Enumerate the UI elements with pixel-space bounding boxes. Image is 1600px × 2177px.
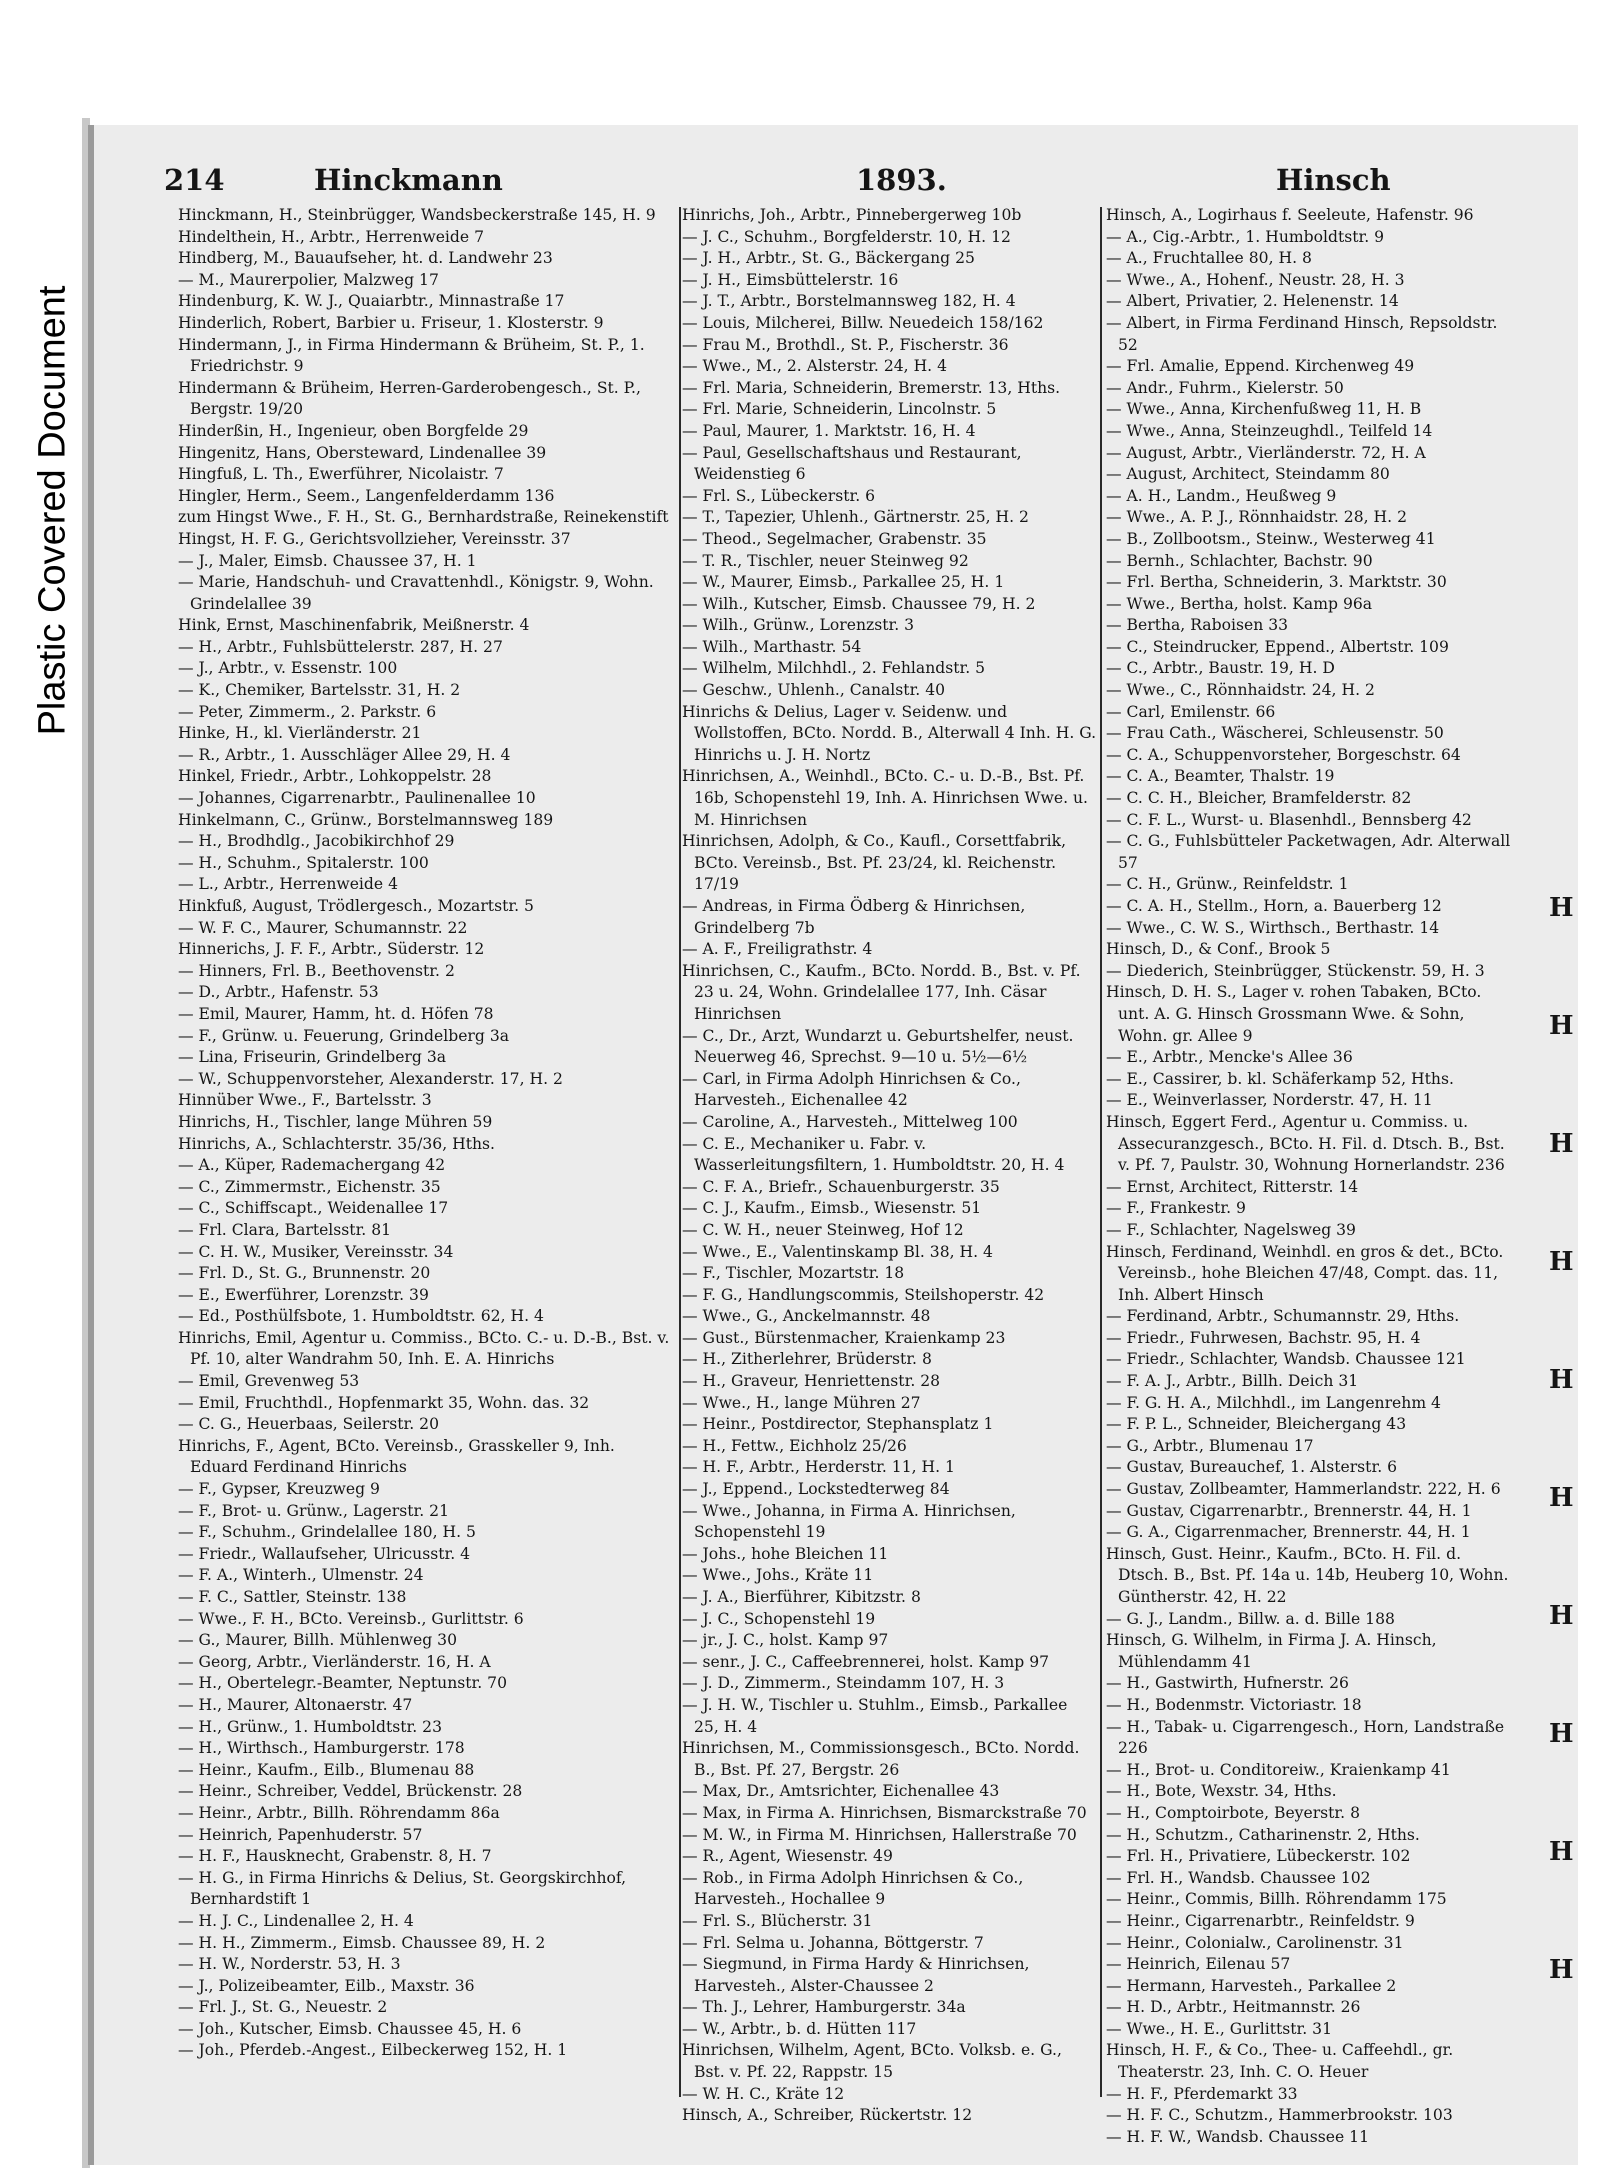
- directory-entry: — Wwe., C. W. S., Wirthsch., Berthastr. 14: [1106, 918, 1440, 937]
- directory-entry: — Paul, Maurer, 1. Marktstr. 16, H. 4: [682, 421, 976, 440]
- directory-entry: Hinrichs & Delius, Lager v. Seidenw. und Wollstoffen, BCto. Nordd. B., Alterwall 4 Inh. H. G. Hinrichs u. J. H. Nortz: [682, 702, 1097, 764]
- directory-entry: — K., Chemiker, Bartelsstr. 31, H. 2: [178, 681, 461, 700]
- directory-entry: — H., Tabak- u. Cigarrengesch., Horn, Landstraße 226: [1106, 1717, 1505, 1758]
- directory-entry: — A., Küper, Rademachergang 42: [178, 1156, 446, 1175]
- directory-entry: Hinrichsen, C., Kaufm., BCto. Nordd. B., Bst. v. Pf. 23 u. 24, Wohn. Grindelallee 177, Inh. Cäsar Hinrichsen: [682, 961, 1081, 1023]
- directory-entry: — Frl. Selma u. Johanna, Böttgerstr. 7: [682, 1933, 984, 1952]
- directory-entry: — H. D., Arbtr., Heitmannstr. 26: [1106, 1998, 1361, 2017]
- directory-entry: — L., Arbtr., Herrenweide 4: [178, 875, 399, 894]
- directory-entry: — H., Schuhm., Spitalerstr. 100: [178, 853, 429, 872]
- page-year: 1893.: [856, 163, 947, 197]
- directory-entry: Hindenburg, K. W. J., Quaiarbtr., Minnastraße 17: [178, 292, 565, 311]
- directory-entry: Hinkfuß, August, Trödlergesch., Mozartstr. 5: [178, 897, 534, 915]
- directory-entry: — H., Bote, Wexstr. 34, Hths.: [1106, 1782, 1337, 1801]
- directory-entry: zum Hingst Wwe., F. H., St. G., Bernhardstraße, Reinekenstift: [178, 508, 669, 527]
- directory-entry: — J. H., Arbtr., St. G., Bäckergang 25: [682, 249, 975, 268]
- directory-entry: — Gustav, Bureauchef, 1. Alsterstr. 6: [1106, 1458, 1398, 1477]
- directory-entry: — H., Arbtr., Fuhlsbüttelerstr. 287, H. 27: [178, 637, 503, 656]
- directory-entry: — H., Bodenmstr. Victoriastr. 18: [1106, 1695, 1362, 1714]
- directory-entry: — C. F. A., Briefr., Schauenburgerstr. 35: [682, 1177, 1000, 1196]
- directory-entry: — Albert, Privatier, 2. Helenenstr. 14: [1106, 292, 1399, 311]
- directory-entry: — A., Fruchtallee 80, H. 8: [1106, 249, 1312, 268]
- directory-entry: — H., Zitherlehrer, Brüderstr. 8: [682, 1350, 932, 1369]
- directory-entry: — Heinr., Postdirector, Stephansplatz 1: [682, 1415, 994, 1434]
- directory-entry: — J. H. W., Tischler u. Stuhlm., Eimsb., Parkallee 25, H. 4: [682, 1695, 1068, 1736]
- directory-entry: — Wwe., Anna, Kirchenfußweg 11, H. B: [1106, 400, 1422, 419]
- directory-entry: — August, Architect, Steindamm 80: [1106, 465, 1390, 484]
- directory-entry: — F., Frankestr. 9: [1106, 1199, 1246, 1218]
- directory-entry: Hinsch, Ferdinand, Weinhdl. en gros & det., BCto. Vereinsb., hohe Bleichen 47/48, Compt. das. 11, Inh. Albert Hinsch: [1106, 1242, 1504, 1304]
- directory-entry: — M., Maurerpolier, Malzweg 17: [178, 270, 439, 289]
- directory-entry: — Wilh., Kutscher, Eimsb. Chaussee 79, H. 2: [682, 594, 1036, 613]
- directory-entry: — Wwe., F. H., BCto. Vereinsb., Gurlittstr. 6: [178, 1609, 524, 1628]
- directory-entry: — F., Brot- u. Grünw., Lagerstr. 21: [178, 1501, 450, 1520]
- directory-entry: Hinrichs, Emil, Agentur u. Commiss., BCto. C.- u. D.-B., Bst. v. Pf. 10, alter Wandrahm 50, Inh. E. A. Hinrichs: [178, 1328, 670, 1369]
- directory-entry: — Frl. Bertha, Schneiderin, 3. Marktstr. 30: [1106, 573, 1447, 592]
- directory-entry: Hinsch, Gust. Heinr., Kaufm., BCto. H. Fil. d. Dtsch. B., Bst. Pf. 14a u. 14b, Heuberg 10, Wohn. Güntherstr. 42, H. 22: [1106, 1544, 1509, 1606]
- directory-column-3: [1106, 205, 1516, 2148]
- directory-entry: — W., Arbtr., b. d. Hütten 117: [682, 2019, 917, 2038]
- directory-entry: — J. H., Eimsbüttelerstr. 16: [682, 270, 899, 289]
- directory-entry: — H. F. W., Wandsb. Chaussee 11: [1106, 2127, 1370, 2146]
- directory-entry: — Caroline, A., Harvesteh., Mittelweg 100: [682, 1112, 1018, 1131]
- directory-entry: — W., Maurer, Eimsb., Parkallee 25, H. 1: [682, 573, 1005, 592]
- directory-entry: — Emil, Fruchthdl., Hopfenmarkt 35, Wohn. das. 32: [178, 1393, 590, 1412]
- directory-entry: Hinsch, A., Logirhaus f. Seeleute, Hafenstr. 96: [1106, 206, 1474, 224]
- directory-entry: — D., Arbtr., Hafenstr. 53: [178, 983, 379, 1002]
- directory-entry: — C., Schiffscapt., Weidenallee 17: [178, 1199, 449, 1218]
- right-running-head: Hinsch: [1276, 163, 1391, 197]
- directory-entry: Hingst, H. F. G., Gerichtsvollzieher, Vereinsstr. 37: [178, 529, 571, 548]
- directory-entry: — H. F., Hausknecht, Grabenstr. 8, H. 7: [178, 1847, 492, 1866]
- directory-entry: — Marie, Handschuh- und Cravattenhdl., Königstr. 9, Wohn. Grindelallee 39: [178, 573, 654, 613]
- directory-entry: — H. F. C., Schutzm., Hammerbrookstr. 103: [1106, 2106, 1453, 2125]
- directory-entry: — Carl, Emilenstr. 66: [1106, 702, 1276, 721]
- directory-entry: — H., Comptoirbote, Beyerstr. 8: [1106, 1803, 1361, 1822]
- directory-entry: Hingenitz, Hans, Obersteward, Lindenallee 39: [178, 443, 547, 462]
- directory-entry: — Rob., in Firma Adolph Hinrichsen & Co., Harvesteh., Hochallee 9: [682, 1868, 1024, 1909]
- directory-entry: — F. P. L., Schneider, Bleichergang 43: [1106, 1415, 1407, 1434]
- directory-entry: — H. W., Norderstr. 53, H. 3: [178, 1955, 401, 1974]
- directory-entry: — C. E., Mechaniker u. Fabr. v. Wasserleitungsfiltern, 1. Humboldtstr. 20, H. 4: [682, 1134, 1065, 1175]
- directory-entry: — Frl. Marie, Schneiderin, Lincolnstr. 5: [682, 400, 997, 419]
- directory-entry: Hinrichsen, A., Weinhdl., BCto. C.- u. D.-B., Bst. Pf. 16b, Schopenstehl 19, Inh. A. Hinrichsen Wwe. u. M. Hinrichsen: [682, 767, 1089, 829]
- directory-entry: — Ed., Posthülfsbote, 1. Humboldtstr. 62, H. 4: [178, 1307, 544, 1326]
- directory-entry: — F. C., Sattler, Steinstr. 138: [178, 1588, 407, 1606]
- directory-entry: — F., Grünw. u. Feuerung, Grindelberg 3a: [178, 1026, 510, 1045]
- edge-mark: H: [1549, 1365, 1574, 1395]
- directory-entry: — J. D., Zimmerm., Steindamm 107, H. 3: [682, 1674, 1005, 1693]
- directory-entry: — Frl. S., Blücherstr. 31: [682, 1911, 873, 1930]
- directory-entry: — H., Schutzm., Catharinenstr. 2, Hths.: [1106, 1825, 1420, 1844]
- directory-entry: — H., Gastwirth, Hufnerstr. 26: [1106, 1674, 1349, 1693]
- directory-entry: Hinsch, D. H. S., Lager v. rohen Tabaken, BCto. unt. A. G. Hinsch Grossmann Wwe. & Sohn, Wohn. gr. Allee 9: [1106, 983, 1482, 1045]
- directory-entry: — Frl. D., St. G., Brunnenstr. 20: [178, 1264, 431, 1283]
- directory-entry: — R., Agent, Wiesenstr. 49: [682, 1847, 893, 1866]
- directory-entry: — H., Obertelegr.-Beamter, Neptunstr. 70: [178, 1674, 508, 1693]
- directory-entry: — F. G., Handlungscommis, Steilshoperstr. 42: [682, 1285, 1045, 1304]
- directory-entry: — B., Zollbootsm., Steinw., Westerweg 41: [1106, 529, 1436, 548]
- directory-entry: — C. C. H., Bleicher, Bramfelderstr. 82: [1106, 789, 1412, 808]
- directory-entry: — Wwe., M., 2. Alsterstr. 24, H. 4: [682, 357, 948, 376]
- left-running-head: Hinckmann: [314, 163, 503, 197]
- scanned-page: [88, 125, 1578, 2165]
- directory-entry: Hinke, H., kl. Vierländerstr. 21: [178, 724, 422, 743]
- directory-entry: — Frl. H., Privatiere, Lübeckerstr. 102: [1106, 1847, 1411, 1866]
- directory-entry: — Wwe., E., Valentinskamp Bl. 38, H. 4: [682, 1242, 993, 1261]
- directory-entry: — G., Maurer, Billh. Mühlenweg 30: [178, 1631, 458, 1650]
- directory-entry: — H., Graveur, Henriettenstr. 28: [682, 1372, 941, 1391]
- edge-mark: H: [1549, 1483, 1574, 1513]
- directory-entry: — Heinr., Schreiber, Veddel, Brückenstr. 28: [178, 1782, 523, 1801]
- directory-entry: — Siegmund, in Firma Hardy & Hinrichsen, Harvesteh., Alster-Chaussee 2: [682, 1955, 1030, 1995]
- directory-entry: — W. H. C., Kräte 12: [682, 2084, 845, 2103]
- directory-entry: — Wwe., Johs., Kräte 11: [682, 1566, 874, 1585]
- page-header: [164, 163, 1494, 197]
- edge-mark: H: [1549, 1719, 1574, 1749]
- directory-entry: — F. G. H. A., Milchhdl., im Langenrehm 4: [1106, 1393, 1441, 1412]
- directory-entry: — J. C., Schuhm., Borgfelderstr. 10, H. 12: [682, 227, 1011, 246]
- directory-entry: — T. R., Tischler, neuer Steinweg 92: [682, 551, 969, 570]
- directory-entry: — Emil, Maurer, Hamm, ht. d. Höfen 78: [178, 1004, 494, 1023]
- directory-entry: Hindelthein, H., Arbtr., Herrenweide 7: [178, 227, 485, 246]
- directory-entry: Hindberg, M., Bauaufseher, ht. d. Landwehr 23: [178, 249, 553, 268]
- directory-entry: — J. A., Bierführer, Kibitzstr. 8: [682, 1588, 921, 1606]
- directory-entry: — C., Zimmermstr., Eichenstr. 35: [178, 1177, 441, 1196]
- directory-entry: — C. G., Heuerbaas, Seilerstr. 20: [178, 1415, 439, 1434]
- edge-mark: H: [1549, 1837, 1574, 1867]
- directory-entry: Hinsch, H. F., & Co., Thee- u. Caffeehdl., gr. Theaterstr. 23, Inh. C. O. Heuer: [1106, 2041, 1454, 2082]
- directory-entry: Hinrichs, F., Agent, BCto. Vereinsb., Grasskeller 9, Inh. Eduard Ferdinand Hinrichs: [178, 1436, 615, 1477]
- directory-entry: — H., Grünw., 1. Humboldtstr. 23: [178, 1717, 443, 1736]
- directory-entry: — C. W. H., neuer Steinweg, Hof 12: [682, 1220, 964, 1239]
- directory-entry: — W. F. C., Maurer, Schumannstr. 22: [178, 918, 468, 937]
- directory-entry: — J., Eppend., Lockstedterweg 84: [682, 1480, 950, 1499]
- directory-entry: Hinsch, A., Schreiber, Rückertstr. 12: [682, 2106, 973, 2125]
- directory-entry: — Hinners, Frl. B., Beethovenstr. 2: [178, 961, 455, 980]
- directory-entry: Hinsch, D., & Conf., Brook 5: [1106, 940, 1331, 959]
- directory-entry: Hinkelmann, C., Grünw., Borstelmannsweg 189: [178, 810, 554, 829]
- directory-entry: — Peter, Zimmerm., 2. Parkstr. 6: [178, 702, 437, 721]
- directory-entry: — M. W., in Firma M. Hinrichsen, Hallerstraße 70: [682, 1825, 1077, 1844]
- directory-entry: — Wilh., Marthastr. 54: [682, 637, 862, 656]
- directory-entry: Hindermann, J., in Firma Hindermann & Brüheim, St. P., 1. Friedrichstr. 9: [178, 335, 645, 376]
- directory-entry: — H., Wirthsch., Hamburgerstr. 178: [178, 1739, 465, 1758]
- directory-entry: — H. G., in Firma Hinrichs & Delius, St. Georgskirchhof, Bernhardstift 1: [178, 1868, 627, 1909]
- directory-entry: — Wilh., Grünw., Lorenzstr. 3: [682, 616, 915, 635]
- directory-entry: — C. H., Grünw., Reinfeldstr. 1: [1106, 875, 1349, 894]
- directory-entry: — F. A. J., Arbtr., Billh. Deich 31: [1106, 1372, 1359, 1391]
- directory-entry: — J. C., Schopenstehl 19: [682, 1609, 876, 1628]
- directory-entry: — Frau M., Brothdl., St. P., Fischerstr. 36: [682, 335, 1009, 354]
- directory-entry: — Frl. Amalie, Eppend. Kirchenweg 49: [1106, 357, 1415, 376]
- edge-mark: H: [1549, 1129, 1574, 1159]
- directory-entry: — Heinr., Commis, Billh. Röhrendamm 175: [1106, 1890, 1447, 1909]
- directory-entry: — Wwe., C., Rönnhaidstr. 24, H. 2: [1106, 681, 1375, 700]
- directory-entry: — senr., J. C., Caffeebrennerei, holst. Kamp 97: [682, 1652, 1050, 1671]
- directory-entry: — Wwe., A., Hohenf., Neustr. 28, H. 3: [1106, 270, 1405, 289]
- directory-entry: — Heinr., Colonialw., Carolinenstr. 31: [1106, 1933, 1404, 1952]
- directory-entry: — Gustav, Zollbeamter, Hammerlandstr. 222, H. 6: [1106, 1480, 1501, 1499]
- column-divider: [1100, 207, 1102, 2097]
- directory-entry: Hinnüber Wwe., F., Bartelsstr. 3: [178, 1091, 432, 1110]
- directory-entry: — E., Ewerführer, Lorenzstr. 39: [178, 1285, 429, 1304]
- directory-entry: — Th. J., Lehrer, Hamburgerstr. 34a: [682, 1998, 966, 2017]
- directory-entry: — jr., J. C., holst. Kamp 97: [682, 1631, 889, 1650]
- directory-entry: — Frl. Clara, Bartelsstr. 81: [178, 1220, 392, 1239]
- directory-entry: — Wwe., Johanna, in Firma A. Hinrichsen, Schopenstehl 19: [682, 1501, 1016, 1542]
- directory-entry: — Bernh., Schlachter, Bachstr. 90: [1106, 551, 1373, 570]
- directory-entry: — Friedr., Schlachter, Wandsb. Chaussee 121: [1106, 1350, 1466, 1369]
- directory-entry: — Ferdinand, Arbtr., Schumannstr. 29, Hths.: [1106, 1307, 1460, 1326]
- directory-entry: Hinrichsen, Adolph, & Co., Kaufl., Corsettfabrik, BCto. Vereinsb., Bst. Pf. 23/24, kl. Reichenstr. 17/19: [682, 832, 1067, 894]
- directory-entry: Hinnerichs, J. F. F., Arbtr., Süderstr. 12: [178, 940, 485, 959]
- directory-entry: Hinrichsen, M., Commissionsgesch., BCto. Nordd. B., Bst. Pf. 27, Bergstr. 26: [682, 1739, 1080, 1779]
- directory-entry: — J., Polizeibeamter, Eilb., Maxstr. 36: [178, 1976, 475, 1995]
- directory-entry: — Diederich, Steinbrügger, Stückenstr. 59, H. 3: [1106, 961, 1485, 980]
- directory-entry: — Albert, in Firma Ferdinand Hinsch, Repsoldstr. 52: [1106, 313, 1498, 354]
- directory-entry: — H. F., Arbtr., Herderstr. 11, H. 1: [682, 1458, 955, 1477]
- directory-entry: — H., Fettw., Eichholz 25/26: [682, 1436, 907, 1455]
- directory-entry: — H. F., Pferdemarkt 33: [1106, 2084, 1298, 2103]
- directory-entry: — G. A., Cigarrenmacher, Brennerstr. 44, H. 1: [1106, 1523, 1471, 1542]
- directory-entry: Hinrichsen, Wilhelm, Agent, BCto. Volksb. e. G., Bst. v. Pf. 22, Rappstr. 15: [682, 2041, 1062, 2082]
- directory-entry: — F., Schuhm., Grindelallee 180, H. 5: [178, 1523, 476, 1542]
- directory-entry: — Theod., Segelmacher, Grabenstr. 35: [682, 529, 987, 548]
- directory-entry: — R., Arbtr., 1. Ausschläger Allee 29, H. 4: [178, 745, 511, 764]
- directory-entry: — Wwe., H., lange Mühren 27: [682, 1393, 921, 1412]
- column-divider: [679, 207, 681, 2097]
- directory-entry: — Joh., Pferdeb.-Angest., Eilbeckerweg 152, H. 1: [178, 2041, 568, 2060]
- directory-entry: Hinsch, Eggert Ferd., Agentur u. Commiss. u. Assecuranzgesch., BCto. H. Fil. d. Dtsch. B., Bst. v. Pf. 7, Paulstr. 30, Wohnung Hornerlandstr. 236: [1106, 1112, 1505, 1175]
- directory-entry: — E., Weinverlasser, Norderstr. 47, H. 11: [1106, 1091, 1433, 1110]
- directory-entry: — E., Cassirer, b. kl. Schäferkamp 52, Hths.: [1106, 1069, 1454, 1088]
- directory-entry: — W., Schuppenvorsteher, Alexanderstr. 17, H. 2: [178, 1069, 563, 1088]
- directory-entry: — H., Brot- u. Conditoreiw., Kraienkamp 41: [1106, 1760, 1451, 1779]
- directory-entry: — Emil, Grevenweg 53: [178, 1372, 360, 1391]
- directory-entry: — Frl. Maria, Schneiderin, Bremerstr. 13, Hths.: [682, 378, 1061, 397]
- directory-entry: Hinrichs, A., Schlachterstr. 35/36, Hths.: [178, 1134, 496, 1153]
- directory-entry: — J., Arbtr., v. Essenstr. 100: [178, 659, 398, 678]
- directory-entry: Hinrichs, H., Tischler, lange Mühren 59: [178, 1112, 493, 1131]
- directory-entry: — C. J., Kaufm., Eimsb., Wiesenstr. 51: [682, 1199, 982, 1218]
- directory-entry: — Gust., Bürstenmacher, Kraienkamp 23: [682, 1328, 1006, 1347]
- directory-entry: — Geschw., Uhlenh., Canalstr. 40: [682, 681, 946, 700]
- directory-entry: — Frau Cath., Wäscherei, Schleusenstr. 50: [1106, 724, 1444, 743]
- directory-entry: — Andr., Fuhrm., Kielerstr. 50: [1106, 378, 1344, 397]
- directory-entry: — T., Tapezier, Uhlenh., Gärtnerstr. 25, H. 2: [682, 508, 1029, 527]
- page-number: 214: [164, 163, 225, 197]
- directory-entry: — Heinrich, Papenhuderstr. 57: [178, 1825, 423, 1844]
- directory-entry: — Frl. S., Lübeckerstr. 6: [682, 486, 876, 505]
- directory-entry: — Wwe., A. P. J., Rönnhaidstr. 28, H. 2: [1106, 508, 1407, 527]
- directory-entry: — H., Maurer, Altonaerstr. 47: [178, 1695, 413, 1714]
- directory-entry: — G., Arbtr., Blumenau 17: [1106, 1436, 1314, 1455]
- directory-entry: — G. J., Landm., Billw. a. d. Bille 188: [1106, 1609, 1395, 1628]
- directory-entry: — Heinr., Cigarrenarbtr., Reinfeldstr. 9: [1106, 1911, 1415, 1930]
- directory-entry: Hinderßin, H., Ingenieur, oben Borgfelde 29: [178, 421, 529, 440]
- directory-entry: — C. H. W., Musiker, Vereinsstr. 34: [178, 1242, 454, 1261]
- directory-entry: — Georg, Arbtr., Vierländerstr. 16, H. A: [178, 1652, 491, 1671]
- directory-entry: — Gustav, Cigarrenarbtr., Brennerstr. 44, H. 1: [1106, 1501, 1472, 1520]
- directory-entry: — Wwe., Bertha, holst. Kamp 96a: [1106, 594, 1373, 613]
- directory-entry: — C. A., Beamter, Thalstr. 19: [1106, 767, 1335, 786]
- directory-entry: Hingler, Herm., Seem., Langenfelderdamm 136: [178, 486, 555, 505]
- directory-entry: — F., Tischler, Mozartstr. 18: [682, 1264, 905, 1283]
- directory-entry: — J., Maler, Eimsb. Chaussee 37, H. 1: [178, 551, 477, 570]
- directory-entry: Hindermann & Brüheim, Herren-Garderobengesch., St. P., Bergstr. 19/20: [178, 378, 641, 419]
- directory-entry: — H. J. C., Lindenallee 2, H. 4: [178, 1911, 414, 1930]
- directory-entry: — Frl. J., St. G., Neuestr. 2: [178, 1998, 388, 2017]
- directory-entry: — A., Cig.-Arbtr., 1. Humboldtstr. 9: [1106, 227, 1385, 246]
- edge-mark: H: [1549, 1247, 1574, 1277]
- directory-entry: — C. F. L., Wurst- u. Blasenhdl., Bennsberg 42: [1106, 810, 1472, 829]
- directory-entry: — Bertha, Raboisen 33: [1106, 616, 1289, 635]
- directory-entry: Hingfuß, L. Th., Ewerführer, Nicolaistr. 7: [178, 465, 504, 484]
- directory-entry: Hinderlich, Robert, Barbier u. Friseur, 1. Klosterstr. 9: [178, 313, 604, 332]
- directory-entry: — Wwe., G., Anckelmannstr. 48: [682, 1307, 931, 1326]
- side-label: Plastic Covered Document: [31, 285, 74, 735]
- directory-entry: — August, Arbtr., Vierländerstr. 72, H. A: [1106, 443, 1426, 462]
- directory-entry: — C., Steindrucker, Eppend., Albertstr. 109: [1106, 637, 1449, 656]
- directory-entry: — Paul, Gesellschaftshaus und Restaurant, Weidenstieg 6: [682, 443, 1022, 484]
- directory-entry: — F. A., Winterh., Ulmenstr. 24: [178, 1566, 424, 1585]
- directory-entry: — Heinr., Arbtr., Billh. Röhrendamm 86a: [178, 1803, 500, 1822]
- directory-entry: — Max, in Firma A. Hinrichsen, Bismarckstraße 70: [682, 1803, 1087, 1822]
- directory-entry: — H. H., Zimmerm., Eimsb. Chaussee 89, H. 2: [178, 1933, 546, 1952]
- directory-entry: — Hermann, Harvesteh., Parkallee 2: [1106, 1976, 1397, 1995]
- directory-entry: — Lina, Friseurin, Grindelberg 3a: [178, 1048, 447, 1067]
- directory-entry: — C. A. H., Stellm., Horn, a. Bauerberg 12: [1106, 897, 1442, 915]
- directory-entry: — F., Schlachter, Nagelsweg 39: [1106, 1220, 1356, 1239]
- directory-entry: — Johs., hohe Bleichen 11: [682, 1544, 889, 1563]
- directory-entry: Hinkel, Friedr., Arbtr., Lohkoppelstr. 28: [178, 767, 492, 786]
- directory-entry: — Johannes, Cigarrenarbtr., Paulinenallee 10: [178, 789, 536, 808]
- edge-mark: H: [1549, 893, 1574, 923]
- directory-entry: — C. G., Fuhlsbütteler Packetwagen, Adr. Alterwall 57: [1106, 832, 1511, 872]
- directory-entry: Hinsch, G. Wilhelm, in Firma J. A. Hinsch, Mühlendamm 41: [1106, 1631, 1437, 1671]
- directory-entry: Hinckmann, H., Steinbrügger, Wandsbeckerstraße 145, H. 9: [178, 206, 656, 224]
- directory-entry: — Wwe., H. E., Gurlittstr. 31: [1106, 2019, 1333, 2038]
- directory-entry: — Carl, in Firma Adolph Hinrichsen & Co., Harvesteh., Eichenallee 42: [682, 1069, 1021, 1110]
- edge-mark: H: [1549, 1601, 1574, 1631]
- directory-column-1: [178, 205, 677, 2062]
- directory-entry: — C., Dr., Arzt, Wundarzt u. Geburtshelfer, neust. Neuerweg 46, Sprechst. 9—10 u. 5½—6½: [682, 1026, 1074, 1067]
- directory-entry: — A. H., Landm., Heußweg 9: [1106, 486, 1337, 505]
- directory-entry: Hink, Ernst, Maschinenfabrik, Meißnerstr. 4: [178, 616, 530, 635]
- directory-entry: — Joh., Kutscher, Eimsb. Chaussee 45, H. 6: [178, 2019, 522, 2038]
- directory-entry: — A. F., Freiligrathstr. 4: [682, 940, 873, 959]
- directory-entry: — F., Gypser, Kreuzweg 9: [178, 1480, 380, 1499]
- directory-entry: — Louis, Milcherei, Billw. Neuedeich 158/162: [682, 313, 1044, 332]
- directory-entry: — J. T., Arbtr., Borstelmannsweg 182, H. 4: [682, 292, 1016, 311]
- directory-column-2: [682, 205, 1097, 2127]
- directory-entry: — Frl. H., Wandsb. Chaussee 102: [1106, 1868, 1371, 1887]
- directory-entry: — Friedr., Wallaufseher, Ulricusstr. 4: [178, 1544, 471, 1563]
- directory-entry: — H., Brodhdlg., Jacobikirchhof 29: [178, 832, 455, 851]
- directory-entry: — Heinr., Kaufm., Eilb., Blumenau 88: [178, 1760, 475, 1779]
- directory-entry: — Heinrich, Eilenau 57: [1106, 1955, 1291, 1974]
- directory-entry: — Ernst, Architect, Ritterstr. 14: [1106, 1177, 1359, 1196]
- edge-mark: H: [1549, 1955, 1574, 1985]
- directory-entry: — C., Arbtr., Baustr. 19, H. D: [1106, 659, 1335, 678]
- directory-entry: — E., Arbtr., Mencke's Allee 36: [1106, 1048, 1353, 1067]
- directory-entry: — Wwe., Anna, Steinzeughdl., Teilfeld 14: [1106, 421, 1433, 440]
- edge-mark: H: [1549, 1011, 1574, 1041]
- directory-entry: — Wilhelm, Milchhdl., 2. Fehlandstr. 5: [682, 659, 986, 678]
- directory-entry: — Andreas, in Firma Ödberg & Hinrichsen, Grindelberg 7b: [682, 897, 1026, 937]
- directory-entry: — Max, Dr., Amtsrichter, Eichenallee 43: [682, 1782, 1000, 1801]
- directory-entry: — C. A., Schuppenvorsteher, Borgeschstr. 64: [1106, 745, 1461, 764]
- next-page-edge: [1519, 205, 1579, 2095]
- directory-entry: — Friedr., Fuhrwesen, Bachstr. 95, H. 4: [1106, 1328, 1421, 1347]
- directory-entry: Hinrichs, Joh., Arbtr., Pinnebergerweg 10b: [682, 206, 1022, 224]
